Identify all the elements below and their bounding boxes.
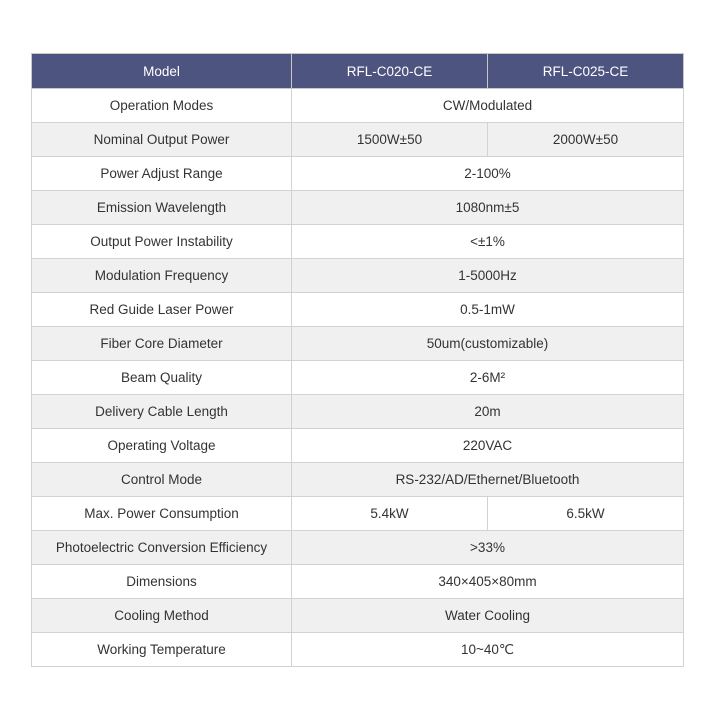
row-label: Emission Wavelength [32, 191, 292, 225]
row-cooling-method [32, 599, 684, 633]
row-value: <±1% [292, 225, 684, 259]
row-operation-modes [32, 89, 684, 123]
row-beam-quality [32, 361, 684, 395]
row-value: 2-100% [292, 157, 684, 191]
row-delivery-cable-length [32, 395, 684, 429]
header-rfl-c025-ce: RFL-C025-CE [488, 54, 684, 89]
row-value: 0.5-1mW [292, 293, 684, 327]
row-value: RS-232/AD/Ethernet/Bluetooth [292, 463, 684, 497]
row-red-guide-laser-power [32, 293, 684, 327]
row-label: Fiber Core Diameter [32, 327, 292, 361]
spec-table [31, 53, 684, 667]
header-model: Model [32, 54, 292, 89]
row-label: Beam Quality [32, 361, 292, 395]
header-rfl-c020-ce: RFL-C020-CE [292, 54, 488, 89]
row-label: Cooling Method [32, 599, 292, 633]
row-dimensions [32, 565, 684, 599]
row-label: Dimensions [32, 565, 292, 599]
header-row [32, 54, 684, 89]
row-power-adjust-range [32, 157, 684, 191]
row-label: Nominal Output Power [32, 123, 292, 157]
row-label: Photoelectric Conversion Efficiency [32, 531, 292, 565]
row-value: 20m [292, 395, 684, 429]
row-value: 1080nm±5 [292, 191, 684, 225]
row-operating-voltage [32, 429, 684, 463]
row-value: 2-6M² [292, 361, 684, 395]
row-label: Delivery Cable Length [32, 395, 292, 429]
row-value-c020: 5.4kW [292, 497, 488, 531]
row-value: 50um(customizable) [292, 327, 684, 361]
row-label: Power Adjust Range [32, 157, 292, 191]
row-label: Max. Power Consumption [32, 497, 292, 531]
row-label: Control Mode [32, 463, 292, 497]
row-fiber-core-diameter [32, 327, 684, 361]
row-value-c025: 6.5kW [488, 497, 684, 531]
row-output-power-instability [32, 225, 684, 259]
row-value: 340×405×80mm [292, 565, 684, 599]
row-value: 220VAC [292, 429, 684, 463]
row-value: 1-5000Hz [292, 259, 684, 293]
row-value: CW/Modulated [292, 89, 684, 123]
row-label: Operating Voltage [32, 429, 292, 463]
row-control-mode [32, 463, 684, 497]
row-nominal-output-power [32, 123, 684, 157]
row-value-c020: 1500W±50 [292, 123, 488, 157]
row-modulation-frequency [32, 259, 684, 293]
row-value: >33% [292, 531, 684, 565]
row-max-power-consumption [32, 497, 684, 531]
row-working-temperature [32, 633, 684, 667]
row-value: Water Cooling [292, 599, 684, 633]
row-label: Working Temperature [32, 633, 292, 667]
row-value: 10~40℃ [292, 633, 684, 667]
row-label: Output Power Instability [32, 225, 292, 259]
row-label: Modulation Frequency [32, 259, 292, 293]
row-label: Operation Modes [32, 89, 292, 123]
row-photoelectric-conversion-efficiency [32, 531, 684, 565]
row-emission-wavelength [32, 191, 684, 225]
row-value-c025: 2000W±50 [488, 123, 684, 157]
row-label: Red Guide Laser Power [32, 293, 292, 327]
